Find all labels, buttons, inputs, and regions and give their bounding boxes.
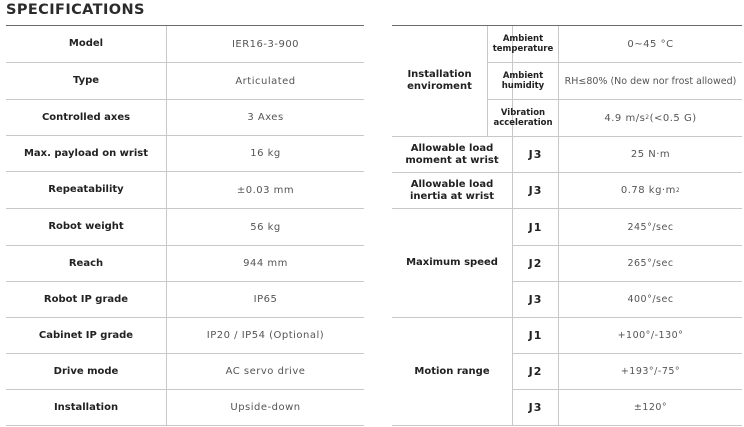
row-value-robot-weight: 56 kg	[250, 221, 281, 233]
row-label-controlled-axes: Controlled axes	[41, 111, 131, 123]
allowable-load-moment-line2: moment at wrist	[405, 154, 499, 166]
maximum-speed-label: Maximum speed	[406, 257, 498, 268]
row-label-installation: Installation	[53, 401, 119, 413]
row-label-reach: Reach	[68, 257, 104, 269]
vibration-acceleration-label	[488, 100, 558, 136]
motion-range-value-j3: ±120°	[633, 402, 668, 413]
row-value-max-payload: 16 kg	[250, 148, 281, 159]
motion-range-joint-j3: J3	[528, 401, 543, 414]
motion-range-label: Motion range	[414, 365, 490, 377]
moment-joint-label: J3	[528, 148, 543, 161]
motion-range-joint-j2: J2	[528, 365, 543, 378]
row-label-robot-ip-grade: Robot IP grade	[43, 293, 129, 305]
max-speed-value-j1: 245°/sec	[627, 221, 674, 233]
vibration-acceleration-line1: Vibration	[500, 108, 546, 118]
ambient-temperature-label	[488, 26, 558, 62]
section-title: SPECIFICATIONS	[6, 2, 145, 18]
vibration-acceleration-line2: acceleration	[493, 118, 553, 128]
inertia-value-main: 0.78 kg·m	[620, 185, 676, 196]
row-value-cabinet-ip-grade: IP20 / IP54 (Optional)	[206, 330, 325, 341]
row-value-type: Articulated	[235, 75, 296, 87]
left-table-bottom-rule	[6, 425, 364, 426]
installation-environment-line1: Installation	[407, 69, 472, 80]
row-label-max-payload: Max. payload on wrist	[23, 147, 149, 159]
right-table-bottom-rule	[392, 425, 742, 426]
row-label-type: Type	[72, 75, 100, 86]
allowable-load-moment-label	[392, 137, 512, 172]
row-value-controlled-axes: 3 Axes	[247, 112, 284, 123]
max-speed-value-j2: 265°/sec	[627, 258, 674, 269]
allowable-load-inertia-label	[392, 173, 512, 208]
moment-value: 25 N·m	[630, 149, 671, 160]
ambient-temperature-value: 0~45 °C	[627, 38, 674, 50]
row-value-robot-ip-grade: IP65	[253, 294, 278, 305]
motion-range-value-j1: +100°/-130°	[617, 330, 684, 341]
row-label-model: Model	[68, 38, 104, 49]
row-label-repeatability: Repeatability	[48, 184, 124, 195]
installation-environment-line2: enviroment	[407, 81, 472, 92]
allowable-load-inertia-line2: inertia at wrist	[409, 190, 495, 202]
ambient-humidity-line2: humidity	[501, 81, 545, 91]
vibration-value-main: 4.9 m/s	[604, 112, 646, 124]
allowable-load-moment-line1: Allowable load	[410, 142, 494, 154]
ambient-humidity-line1: Ambient	[502, 71, 544, 81]
max-speed-joint-j2: J2	[528, 257, 543, 270]
vibration-acceleration-value: 4.9 m/s 2 (<0.5 G)	[604, 112, 697, 124]
ambient-humidity-label	[488, 63, 558, 99]
ambient-temperature-line1: Ambient	[502, 34, 544, 44]
allowable-load-inertia-line1: Allowable load	[410, 178, 494, 190]
ambient-humidity-value: RH≤80% (No dew nor frost allowed)	[564, 75, 737, 87]
row-value-installation: Upside-down	[230, 402, 301, 413]
motion-range-value-j2: +193°/-75°	[620, 366, 681, 377]
row-label-cabinet-ip-grade: Cabinet IP grade	[38, 329, 134, 341]
row-label-drive-mode: Drive mode	[53, 365, 119, 377]
installation-environment-label	[392, 26, 487, 136]
max-speed-value-j3: 400°/sec	[627, 294, 674, 305]
row-value-reach: 944 mm	[243, 258, 288, 269]
ambient-temperature-line2: temperature	[492, 44, 554, 54]
row-value-model: IER16-3-900	[231, 38, 300, 50]
row-value-drive-mode: AC servo drive	[225, 366, 306, 377]
row-label-robot-weight: Robot weight	[48, 221, 124, 232]
row-value-repeatability: ±0.03 mm	[236, 184, 295, 196]
vibration-value-tail: (<0.5 G)	[649, 112, 697, 124]
max-speed-joint-j3: J3	[528, 293, 543, 306]
max-speed-joint-j1: J1	[528, 220, 543, 234]
inertia-joint-label: J3	[528, 184, 543, 197]
inertia-value: 0.78 kg·m 2	[620, 185, 681, 196]
motion-range-joint-j1: J1	[528, 329, 543, 342]
